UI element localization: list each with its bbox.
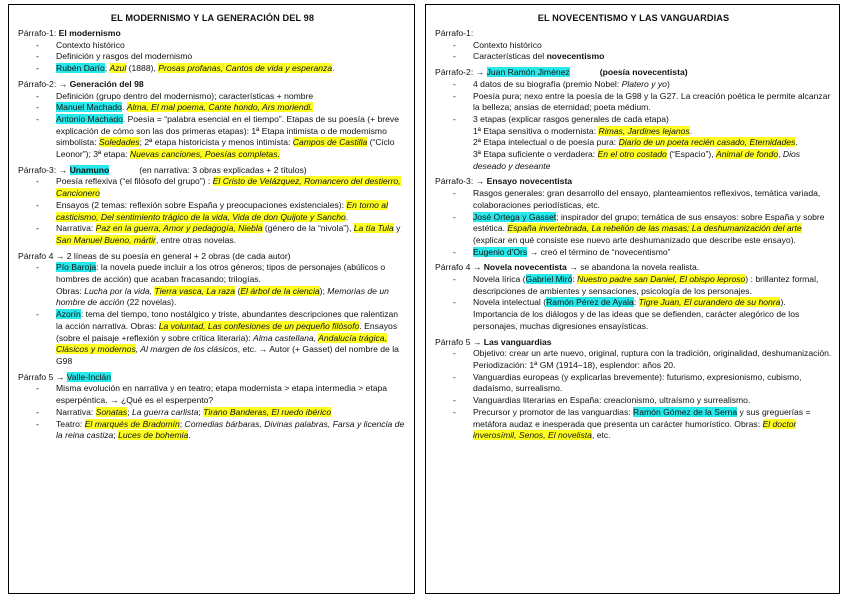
list-item: - Poesía pura; nexo entre la poesía de la G98 y la G27. La creación poética le permite alcanzar la belleza; ansias de eternidad; poeta médium. <box>435 91 832 114</box>
list-item <box>18 309 407 368</box>
right-p5-head-label: Párrafo 5 → <box>435 336 484 347</box>
right-p5-heading <box>435 337 832 349</box>
work-highlight: Alma, El mal poema, Cante hondo, Ars moriendi. <box>126 102 313 113</box>
list-item <box>18 63 407 75</box>
text: Características del <box>473 51 547 62</box>
left-p4-heading: Párrafo 4 → 2 líneas de su poesía en general + 2 obras (de cada autor) <box>18 250 291 261</box>
text: y sus greguerías = metáfora audaz e inesperada que presenta un carácter humorístico. Obras: <box>473 406 811 429</box>
right-p4-heading <box>435 262 832 274</box>
text: ; inspirador del grupo; temática de sus ensayos: sobre España y sobre estética. <box>473 211 825 234</box>
right-p3-head-topic: Ensayo novecentista <box>486 176 573 187</box>
list-item: - Contexto histórico <box>435 40 832 52</box>
text: : <box>633 297 639 308</box>
left-p2-head-topic: Generación del 98 <box>69 78 144 89</box>
list-item <box>18 114 407 161</box>
work-highlight: El árbol de la ciencia <box>240 285 320 296</box>
work-highlight: El Cristo de Velázquez, Romancero del destierro, Cancionero <box>56 176 401 199</box>
right-p2 <box>435 67 832 172</box>
left-p2 <box>18 79 407 161</box>
list-item: - Contexto histórico <box>18 40 407 52</box>
right-p4 <box>435 262 832 332</box>
text: . Ensayos (sobre el paisaje +reflexión y sobre crítica literaria): <box>56 320 398 343</box>
right-p5 <box>435 337 832 442</box>
author-highlight: Valle-Inclán <box>66 371 111 382</box>
work-title: Alma castellana, <box>253 332 319 343</box>
work-highlight: Tirano Banderas, El ruedo ibérico <box>203 406 332 417</box>
left-p2-head-label: Párrafo-2: → <box>18 78 70 89</box>
text: , <box>778 149 783 160</box>
work-highlight: Nuevas canciones, Poesías completas. <box>129 149 280 160</box>
bold-term: novecentismo <box>546 51 605 62</box>
text: 4 datos de su biografía (premio Nobel: <box>473 78 622 89</box>
text: ; 2ª etapa historicista y menos intimista: <box>139 137 293 148</box>
work-title: Lucha por la vida, <box>84 285 155 296</box>
work-highlight: Animal de fondo <box>716 149 779 160</box>
right-p5-head-topic: Las vanguardias <box>483 336 552 347</box>
work-highlight: Sonatas <box>95 406 128 417</box>
work-title: Comedias bárbaras, Divinas palabras, Farsa y licencia de la reina castiza <box>56 418 405 441</box>
left-p5-head-label: Párrafo 5 → <box>18 371 67 382</box>
author-highlight: Rubén Darío <box>56 63 105 74</box>
list-item <box>435 79 832 91</box>
left-p3-heading <box>18 165 407 177</box>
author-highlight: Ramón Pérez de Ayala <box>546 297 634 308</box>
list-item <box>18 419 407 442</box>
text: Narrativa: <box>56 406 96 417</box>
right-p1-list <box>435 40 832 63</box>
text: (“Ciclo Leonor”); 3ª etapa: <box>56 137 395 160</box>
left-p2-list <box>18 91 407 161</box>
author-highlight: Unamuno <box>69 164 110 175</box>
right-p2-head-note: (poesía novecentista) <box>599 67 688 78</box>
work-highlight: Andalucía trágica, Clásicos y modernos <box>56 332 387 355</box>
right-p5-list <box>435 348 832 442</box>
list-item <box>18 223 407 246</box>
text: (explicar en qué consiste ese nuevo arte deshumanizado que describe este ensayo). <box>473 234 796 245</box>
left-p5-heading <box>18 372 407 384</box>
left-p4 <box>18 251 407 368</box>
author-highlight: Gabriel Miró <box>525 274 573 285</box>
work-highlight: Luces de bohemia <box>118 430 189 441</box>
text: → creó el término de “novecentismo” <box>527 246 671 257</box>
list-item: - Misma evolución en narrativa y en teatro; etapa modernista > etapa intermedia > etapa esperpéntica. → ¿Qué es el esperpento? <box>18 383 407 406</box>
list-item <box>435 51 832 63</box>
text: Precursor y promotor de las vanguardias: <box>473 406 634 417</box>
text: , etc. → Autor (+ Gasset) del nombre de la G98 <box>56 344 399 366</box>
right-p3-list <box>435 188 832 258</box>
right-title: EL NOVECENTISMO Y LAS VANGUARDIAS <box>537 13 730 23</box>
list-subitem <box>435 137 832 149</box>
text: ; <box>104 63 110 74</box>
work-title: Memorias de un hombre de acción <box>56 285 389 308</box>
list-item <box>435 247 832 259</box>
right-p4-list <box>435 274 832 333</box>
work-highlight: En el otro costado <box>597 149 667 160</box>
work-highlight: Nuestro padre san Daniel, El obispo leproso <box>577 274 746 285</box>
text: ; <box>179 418 185 429</box>
list-item: - Objetivo: crear un arte nuevo, original, ruptura con la tradición, originalidad, deshumanización. Periodización: 1ª GM (1914–18), esplendor: años 20. <box>435 348 832 371</box>
text: , etc. <box>591 430 611 441</box>
right-p4-head-note: → se abandona la novela realista. <box>566 262 700 273</box>
list-item: - 3 etapas (explicar rasgos generales de cada etapa) <box>435 114 832 126</box>
left-page <box>8 4 415 594</box>
work-title: Platero y yo <box>621 78 667 89</box>
text: . <box>332 63 335 74</box>
work-highlight: La tía Tula <box>353 223 394 234</box>
left-p3-list <box>18 176 407 246</box>
text: Poesía reflexiva (“el filósofo del grupo”) : <box>56 176 213 187</box>
list-item <box>18 262 407 309</box>
left-p3 <box>18 165 407 247</box>
author-highlight: Ramón Gómez de la Serna <box>633 406 738 417</box>
right-p1 <box>435 28 832 63</box>
list-item: - Rasgos generales: gran desarrollo del ensayo, planteamientos reflexivos, temática variada, colaboraciones periodísticas, etc. <box>435 188 832 211</box>
text: Narrativa: <box>56 223 96 234</box>
left-p4-list <box>18 262 407 367</box>
text: y <box>393 223 401 234</box>
text: Novela lírica ( <box>473 274 526 285</box>
left-p5 <box>18 372 407 442</box>
text: : <box>572 274 578 285</box>
work-highlight: La voluntad, Las confesiones de un pequeño filósofo <box>158 320 360 331</box>
list-item <box>435 297 832 332</box>
text: ; <box>113 430 119 441</box>
work-title: La guerra carlista <box>131 406 199 417</box>
list-item <box>18 200 407 223</box>
text: Teatro: <box>56 418 85 429</box>
left-p5-list <box>18 383 407 442</box>
author-highlight: Juan Ramón Jiménez <box>486 67 570 78</box>
right-p2-head-label: Párrafo-2: → <box>435 67 487 78</box>
list-item <box>435 407 832 442</box>
right-p3 <box>435 176 832 258</box>
text: . Poesía = “palabra esencial en el tiempo”. Etapas de su poesía (+ breve explicación de cómo son las dos primeras etapas): 1ª Etapa intimista o de modernismo simbolista: <box>56 113 400 148</box>
author-highlight: Antonio Machado <box>56 113 123 124</box>
author-highlight: Manuel Machado <box>56 102 122 113</box>
work-title: Dios deseado y deseante <box>473 149 801 171</box>
text: , entre otras novelas. <box>155 234 237 245</box>
work-highlight: Campos de Castilla <box>292 137 368 148</box>
text: ; <box>198 406 204 417</box>
left-p2-heading <box>18 79 407 91</box>
work-highlight: Azul <box>109 63 127 74</box>
right-p2-heading <box>435 67 832 79</box>
work-highlight: En torno al casticismo, Del sentimiento trágico de la vida, Vida de don Quijote y Sancho <box>56 199 389 222</box>
text: . <box>188 430 191 441</box>
text: . <box>689 125 693 136</box>
list-subitem <box>435 149 832 172</box>
work-highlight: Rimas, Jardines lejanos <box>598 125 690 136</box>
list-item <box>18 407 407 419</box>
right-p3-heading <box>435 176 832 188</box>
text: ) : brillantez formal, descripciones de ambientes y sensaciones, psicología de los personajes. <box>473 274 819 296</box>
text: (género de la “nivola”), <box>262 223 354 234</box>
text: 1ª Etapa sensitiva o modernista: <box>473 125 599 136</box>
author-highlight: José Ortega y Gasset <box>473 211 557 222</box>
work-highlight: El doctor inverosímil, Senos, El novelista <box>473 418 797 441</box>
right-p3-head-label: Párrafo-3: → <box>435 176 487 187</box>
list-item: - Vanguardias europeas (y explicarlas brevemente): futurismo, expresionismo, cubismo, dadaísmo, surrealismo. <box>435 372 832 395</box>
text: ) <box>666 78 670 89</box>
text: ); <box>319 285 328 296</box>
left-p3-head-note: (en narrativa: 3 obras explicadas + 2 títulos) <box>139 164 307 175</box>
text: . <box>121 102 127 113</box>
text: . <box>795 137 798 148</box>
text: : la novela puede incluir a los otros géneros; tipos de personajes (abúlicos o hombres de acción) que acaban fracasando; trilogías. <box>56 262 386 285</box>
left-p1-head-label: Párrafo-1: <box>18 28 59 38</box>
work-title: , Al margen de los clásicos <box>135 344 238 355</box>
text: ( <box>235 285 241 296</box>
work-highlight: España invertebrada, La rebelión de las masas; La deshumanización del arte <box>507 223 802 234</box>
right-p2-list <box>435 79 832 173</box>
right-page <box>425 4 840 594</box>
left-p1 <box>18 28 407 75</box>
author-highlight: Azorín <box>56 309 81 320</box>
author-highlight: Eugenio d'Ors <box>473 246 528 257</box>
work-highlight: Tigre Juan, El curandero de su honra <box>638 297 781 308</box>
text: 3ª Etapa suficiente o verdadera: <box>473 149 598 160</box>
text: Novela intelectual ( <box>473 297 547 308</box>
work-highlight: Tierra vasca, La raza <box>154 285 236 296</box>
author-highlight: Pío Baroja <box>56 262 97 273</box>
text: Ensayos (2 temas: reflexión sobre España y preocupaciones existenciales): <box>56 199 347 210</box>
list-item <box>435 274 832 297</box>
list-item: - Definición (grupo dentro del modernismo); características + nombre <box>18 91 407 103</box>
text: 2ª Etapa intelectual o de poesía pura: <box>473 137 619 148</box>
text: : tema del tiempo, tono nostálgico y triste, abundantes descripciones que ralentizan la acción narrativa. Obras: <box>56 309 399 331</box>
list-item: - Vanguardias literarias en España: creacionismo, ultraísmo y surrealismo. <box>435 395 832 407</box>
left-p1-head-topic: El modernismo <box>58 28 121 38</box>
work-highlight: San Manuel Bueno, mártir <box>56 234 156 245</box>
work-highlight: El marqués de Bradomín <box>84 418 180 429</box>
list-subitem <box>435 126 832 138</box>
list-item: - Definición y rasgos del modernismo <box>18 51 407 63</box>
right-p4-head-label: Párrafo 4 → <box>435 262 484 273</box>
text: . <box>345 211 349 222</box>
text: (22 novelas). <box>124 297 177 308</box>
left-p1-heading <box>18 28 407 40</box>
right-p4-head-topic: Novela novecentista <box>483 262 567 273</box>
text: Obras: <box>56 285 85 296</box>
text: ; <box>127 406 132 417</box>
list-item <box>18 102 407 114</box>
right-p1-heading: Párrafo-1: <box>435 28 474 38</box>
list-item <box>435 212 832 247</box>
work-highlight: Soledades <box>98 137 140 148</box>
text: (1888), <box>126 63 159 74</box>
work-highlight: Paz en la guerra, Amor y pedagogía, Niebla <box>95 223 263 234</box>
left-p1-list <box>18 40 407 75</box>
list-item <box>18 176 407 199</box>
text: (“Espacio”), <box>666 149 716 160</box>
work-highlight: Diario de un poeta recién casado, Eternidades <box>618 137 796 148</box>
left-title: EL MODERNISMO Y LA GENERACIÓN DEL 98 <box>110 13 315 23</box>
left-p3-head-label: Párrafo-3: → <box>18 164 70 175</box>
work-highlight: Prosas profanas, Cantos de vida y esperanza <box>158 63 333 74</box>
text: ). Importancia de los diálogos y de las ideas que se defienden, carácter alegórico de los personajes, muchas digresiones ensayísticas. <box>473 297 800 331</box>
